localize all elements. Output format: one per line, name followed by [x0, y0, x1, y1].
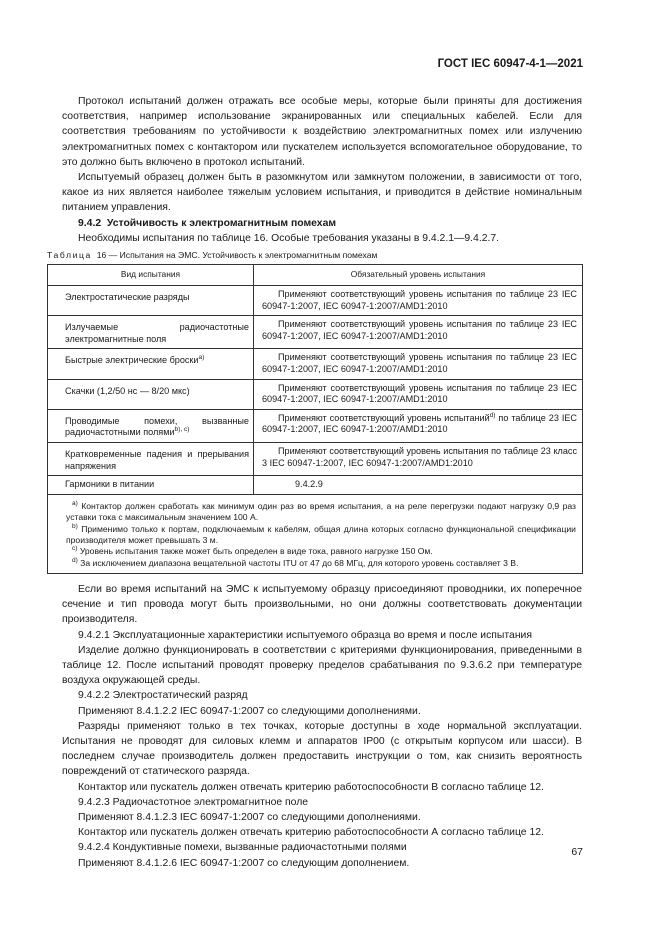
- table-row: [48, 349, 583, 379]
- table-row: [48, 409, 583, 442]
- footnote-ref: a): [198, 354, 205, 362]
- footnote: $^{c)}$ Уровень испытания также может быть определен в виде тока, равного нагрузке 150 Ом.: [72, 545, 433, 557]
- footnote: $^{d)}$ За исключением диапазона вещательной частоты ITU от 47 до 68 МГц, для которого уровень составляет 3 В.: [72, 556, 519, 568]
- paragraph: Протокол испытаний должен отражать все особые меры, которые были приняты для достижения соответствия, например использование экранированных или специальных кабелей. Если для соответствия требованиям по устойчивости к воздействию электромагнитных помех или излучению электромагнитных помех с контактором или пускателем используется вспомогательное оборудование, то это должно быть включено в протокол испытаний.: [62, 96, 582, 168]
- paragraph: Контактор или пускатель должен отвечать критерию работоспособности А согласно таблице 12.: [78, 827, 544, 839]
- paragraph: Применяют 8.4.1.2.2 IEC 60947-1:2007 со следующими дополнениями.: [78, 705, 421, 717]
- table-row: [48, 442, 583, 475]
- clause-heading: 9.4.2.3 Радиочастотное электромагнитное поле: [78, 796, 309, 808]
- table-header-row: [48, 265, 583, 286]
- footnote: $^{a)}$ Контактор должен сработать как минимум один раз во время испытания, а на реле перегрузки подают нагрузку 0,9 раз уставки тока с максимальным значением 100 А.: [66, 499, 577, 523]
- section-title: Устойчивость к электромагнитным помехам: [106, 217, 337, 229]
- paragraph: Применяют 8.4.1.2.6 IEC 60947-1:2007 со следующим дополнением.: [78, 857, 410, 869]
- table-row: [48, 316, 583, 349]
- test-type: Электростатические разряды: [65, 292, 190, 302]
- table-footnotes: [48, 494, 583, 573]
- table-caption: [47, 250, 377, 260]
- clause-heading: 9.4.2.2 Электростатический разряд: [78, 690, 248, 702]
- emc-immunity-table: [47, 264, 583, 574]
- table-row: [48, 286, 583, 316]
- standard-designation: ГОСТ IEC 60947-4-1—2021: [437, 58, 583, 70]
- test-level: Применяют соответствующий уровень испытания по таблице 23 IEC 60947-1:2007, IEC 60947-1:2007/AMD1:2010: [262, 319, 577, 341]
- table-caption-prefix: Таблица: [47, 250, 92, 260]
- clause-heading: 9.4.2.1 Эксплуатационные характеристики испытуемого образца во время и после испытания: [78, 629, 532, 641]
- paragraph: Контактор или пускатель должен отвечать критерию работоспособности В согласно таблице 12.: [78, 781, 544, 793]
- footnote-ref: b), c): [174, 426, 190, 434]
- test-type: Гармоники в питании: [65, 479, 155, 490]
- paragraph: Изделие должно функционировать в соответствии с критериями функционирования, приведенными в таблице 12. После испытаний проводят проверку пределов срабатывания по 9.3.6.2 при температуре воздуха окружающей среды.: [62, 644, 582, 687]
- test-type: Излучаемые радиочастотные электромагнитные поля: [65, 322, 249, 344]
- section-heading: [62, 216, 582, 231]
- paragraph: Испытуемый образец должен быть в разомкнутом или замкнутом положении, в зависимости от того, какое из них является наиболее тяжелым условием испытания, и приводится в действие номинальным питанием управления.: [62, 172, 582, 214]
- footnote-ref: d): [489, 411, 496, 419]
- footnote: $^{b)}$ Применимо только к портам, подключаемым к кабелям, общая длина которых согласно функциональной спецификации производителя может превышать 3 м.: [66, 522, 576, 545]
- test-type: Кратковременные падения и прерывания напряжения: [65, 448, 249, 471]
- test-level: Применяют соответствующий уровень испытания по таблице 23 IEC 60947-1:2007, IEC 60947-1:2007/AMD1:2010: [262, 382, 577, 405]
- test-level: Применяют соответствующий уровень испытания по таблице 23 IEC 60947-1:2007, IEC 60947-1:2007/AMD1:2010: [262, 289, 577, 311]
- table-caption-text: 16 — Испытания на ЭМС. Устойчивость к электромагнитным помехам: [96, 250, 378, 260]
- column-header: Вид испытания: [48, 265, 254, 286]
- page-number: 67: [571, 846, 583, 858]
- paragraph: Применяют 8.4.1.2.3 IEC 60947-1:2007 со следующими дополнениями.: [78, 812, 421, 824]
- section-number: 9.4.2: [78, 217, 102, 229]
- paragraph: Необходимы испытания по таблице 16. Особые требования указаны в 9.4.2.1—9.4.2.7.: [78, 232, 500, 244]
- test-type: Скачки (1,2/50 нс — 8/20 мкс): [65, 385, 190, 396]
- test-type: Проводимые помехи, вызванные радиочастотными полями$^{b), c)}$: [65, 415, 249, 438]
- clause-heading: 9.4.2.4 Кондуктивные помехи, вызванные радиочастотными полями: [78, 842, 407, 854]
- test-level: 9.4.2.9: [295, 479, 323, 490]
- paragraph: Если во время испытаний на ЭМС к испытуемому образцу присоединяют проводники, их поперечное сечение и тип провода могут быть произвольными, но они должны соответствовать документации производителя.: [62, 584, 582, 626]
- table-row: [48, 379, 583, 409]
- test-level: Применяют соответствующий уровень испытания по таблице 23 IEC 60947-1:2007, IEC 60947-1:2007/AMD1:2010: [262, 352, 577, 374]
- body-section: [62, 582, 582, 871]
- column-header: Обязательный уровень испытания: [254, 265, 583, 286]
- test-level: Применяют соответствующий уровень испытания по таблице 23 класс 3 IEC 60947-1:2007, IEC 60947-1:2007/AMD1:2010: [262, 445, 577, 468]
- table-row: [48, 476, 583, 495]
- test-level: Применяют соответствующий уровень испытаний$^{d)}$ по таблице 23 IEC 60947-1:2007, IEC 60947-1:2007/AMD1:2010: [262, 411, 577, 435]
- test-type: Быстрые электрические броски$^{a)}$: [65, 354, 205, 366]
- paragraph: Разряды применяют только в тех точках, которые доступны в ходе нормальной эксплуатации. Испытания не проводят для силовых клемм и аппаратов IP00 (с открытым корпусом или шасси). В последнем случае производитель должен предоставить инструкции о том, как снизить вероятность повреждений от статического разряда.: [62, 720, 582, 778]
- intro-section: [62, 94, 582, 246]
